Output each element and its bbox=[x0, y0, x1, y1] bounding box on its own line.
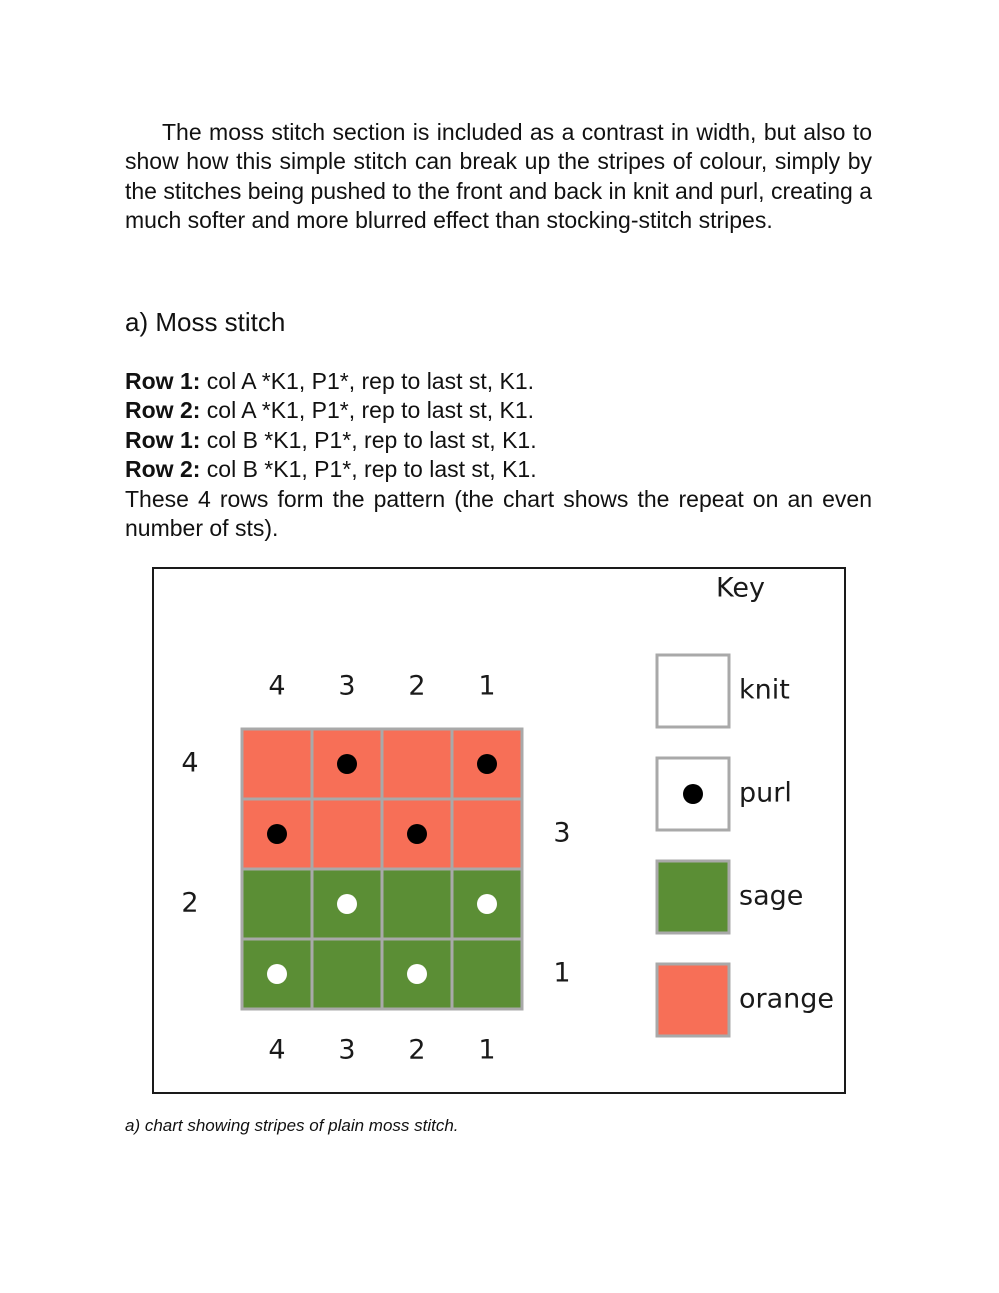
purl-dot bbox=[477, 754, 497, 774]
key-title: Key bbox=[716, 572, 765, 604]
orange-cell bbox=[312, 799, 382, 869]
sage-cell bbox=[312, 939, 382, 1009]
stitch-grid bbox=[242, 729, 522, 1009]
pattern-instructions bbox=[125, 367, 872, 543]
key-label-orange: orange bbox=[739, 983, 835, 1015]
row-number-left: 2 bbox=[181, 887, 199, 919]
row-number-left: 4 bbox=[181, 747, 199, 779]
orange-cell bbox=[452, 799, 522, 869]
column-number-top: 1 bbox=[478, 670, 496, 702]
figure-caption: a) chart showing stripes of plain moss stitch. bbox=[125, 1116, 459, 1135]
purl-dot bbox=[683, 784, 703, 804]
purl-dot bbox=[267, 964, 287, 984]
row-number-right: 1 bbox=[553, 957, 571, 989]
purl-dot bbox=[267, 824, 287, 844]
key-swatch-knit bbox=[657, 655, 729, 727]
sage-cell bbox=[382, 869, 452, 939]
purl-dot bbox=[477, 894, 497, 914]
row-instruction bbox=[125, 455, 872, 484]
key-label-sage: sage bbox=[739, 880, 804, 912]
stitch-chart bbox=[154, 569, 848, 1096]
stitch-chart-figure bbox=[152, 567, 846, 1094]
pattern-note: These 4 rows form the pattern (the chart shows the repeat on an even number of sts). bbox=[125, 485, 872, 542]
column-number-bottom: 4 bbox=[268, 1034, 286, 1066]
column-number-bottom: 1 bbox=[478, 1034, 496, 1066]
key-swatch-sage bbox=[657, 861, 729, 933]
chart-key bbox=[657, 573, 834, 1037]
key-label-purl: purl bbox=[739, 777, 792, 809]
row-text: col A *K1, P1*, rep to last st, K1. bbox=[200, 368, 535, 394]
row-text: col A *K1, P1*, rep to last st, K1. bbox=[200, 397, 535, 424]
purl-dot bbox=[337, 894, 357, 914]
sage-cell bbox=[452, 939, 522, 1009]
orange-cell bbox=[242, 729, 312, 799]
column-number-top: 2 bbox=[408, 670, 426, 702]
sage-cell bbox=[242, 869, 312, 939]
intro-paragraph: The moss stitch section is included as a contrast in width, but also to show how this simple stitch can break up the stripes of colour, simply by the stitches being pushed to the front and back in knit and purl, creating a much softer and more blurred effect than stocking-stitch stripes. bbox=[125, 119, 872, 234]
row-label: Row 1: bbox=[125, 368, 201, 394]
key-label-knit: knit bbox=[739, 674, 790, 706]
column-number-bottom: 3 bbox=[338, 1034, 356, 1066]
row-instruction bbox=[125, 426, 872, 455]
column-number-top: 4 bbox=[268, 670, 286, 702]
row-number-right: 3 bbox=[553, 817, 571, 849]
section-heading: a) Moss stitch bbox=[125, 307, 286, 337]
row-text: col B *K1, P1*, rep to last st, K1. bbox=[200, 426, 537, 453]
orange-cell bbox=[382, 729, 452, 799]
row-instruction bbox=[125, 396, 872, 425]
row-text: col B *K1, P1*, rep to last st, K1. bbox=[200, 456, 537, 483]
purl-dot bbox=[407, 824, 427, 844]
purl-dot bbox=[337, 754, 357, 774]
row-instruction bbox=[125, 367, 872, 396]
row-label: Row 2: bbox=[125, 397, 201, 424]
column-number-bottom: 2 bbox=[408, 1034, 426, 1066]
row-label: Row 1: bbox=[125, 426, 201, 453]
row-label: Row 2: bbox=[125, 456, 201, 483]
column-number-top: 3 bbox=[338, 670, 356, 702]
purl-dot bbox=[407, 964, 427, 984]
key-swatch-orange bbox=[657, 964, 729, 1036]
